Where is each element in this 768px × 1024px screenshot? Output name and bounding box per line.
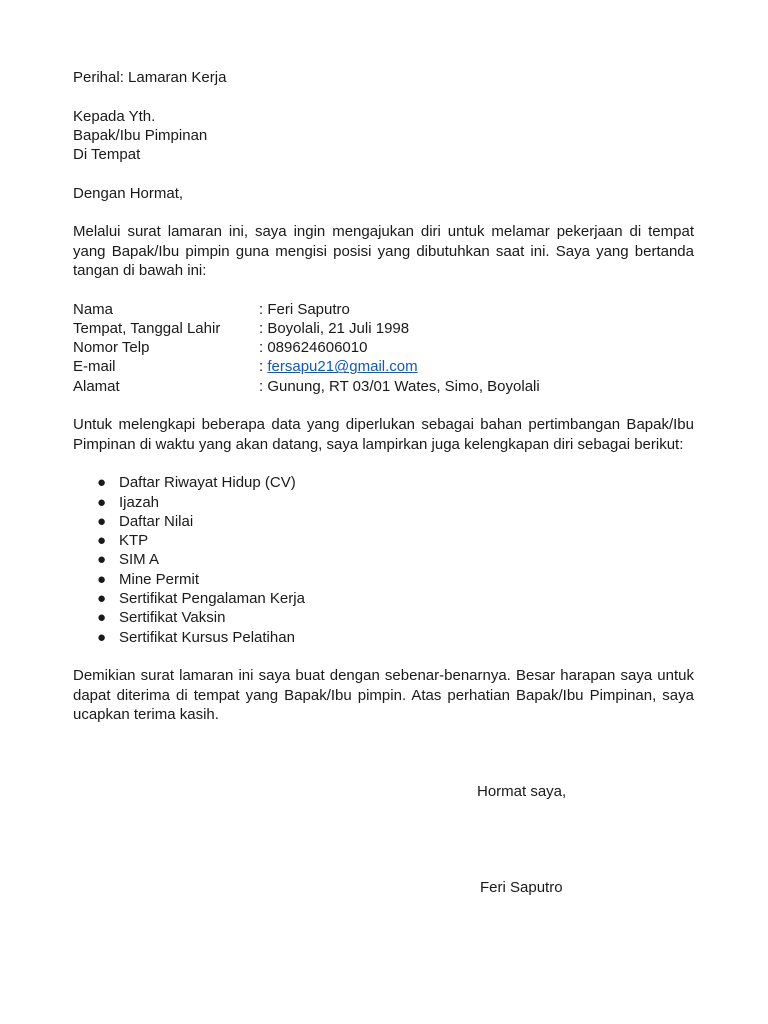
detail-row-phone (73, 338, 694, 357)
bullet-icon: ● (97, 570, 107, 588)
detail-label: E-mail (73, 358, 116, 376)
list-item (73, 531, 694, 550)
signoff: Hormat saya, (477, 783, 567, 800)
bullet-icon: ● (97, 551, 107, 569)
bullet-icon: ● (97, 532, 107, 550)
recipient-line-1: Kepada Yth. (73, 107, 156, 125)
detail-label: Nama (73, 300, 114, 318)
bullet-icon: ● (97, 474, 107, 492)
personal-details (73, 300, 694, 396)
list-item-label: Sertifikat Vaksin (119, 609, 226, 627)
list-item (73, 493, 694, 512)
list-item-label: Daftar Nilai (119, 512, 194, 530)
list-item (73, 473, 694, 492)
signature-name: Feri Saputro (480, 879, 563, 896)
detail-row-birth (73, 319, 694, 338)
list-item-label: Mine Permit (119, 570, 200, 588)
attachments-list (73, 473, 694, 647)
list-item (73, 570, 694, 589)
intro-paragraph: Melalui surat lamaran ini, saya ingin mengajukan diri untuk melamar pekerjaan di tempat yang Bapak/Ibu pimpin guna mengisi posisi yang dibutuhkan saat ini. Saya yang bertanda tangan di bawah ini: (73, 223, 694, 279)
detail-value: : Boyolali, 21 Juli 1998 (259, 319, 410, 337)
list-item-label: Daftar Riwayat Hidup (CV) (119, 474, 296, 492)
list-item-label: Sertifikat Pengalaman Kerja (119, 590, 305, 608)
detail-value: : Gunung, RT 03/01 Wates, Simo, Boyolali (259, 377, 540, 395)
list-item (73, 550, 694, 569)
detail-row-address (73, 377, 694, 396)
detail-label: Nomor Telp (73, 339, 150, 357)
list-item (73, 628, 694, 647)
list-item-label: KTP (119, 532, 149, 550)
detail-value (259, 357, 418, 376)
list-item-label: Ijazah (119, 493, 160, 511)
detail-row-name (73, 300, 694, 319)
attachments-intro-paragraph: Untuk melengkapi beberapa data yang diperlukan sebagai bahan pertimbangan Bapak/Ibu Pimpinan di waktu yang akan datang, saya lampirkan juga kelengkapan diri sebagai berikut: (73, 416, 694, 453)
detail-value: : 089624606010 (259, 339, 368, 357)
list-item-label: SIM A (119, 551, 160, 569)
email-prefix: : (259, 358, 268, 376)
list-item (73, 608, 694, 627)
closing-paragraph: Demikian surat lamaran ini saya buat dengan sebenar-benarnya. Besar harapan saya untuk dapat diterima di tempat yang Bapak/Ibu pimpin. Atas perhatian Bapak/Ibu Pimpinan, saya ucapkan terima kasih. (73, 667, 694, 723)
recipient-line-3: Di Tempat (73, 146, 141, 164)
detail-value: : Feri Saputro (259, 300, 350, 318)
detail-row-email (73, 357, 694, 376)
recipient-block (73, 107, 694, 165)
bullet-icon: ● (97, 590, 107, 608)
list-item (73, 512, 694, 531)
letter-body (73, 68, 694, 724)
greeting: Dengan Hormat, (73, 184, 184, 202)
recipient-line-2: Bapak/Ibu Pimpinan (73, 126, 208, 144)
email-link[interactable]: fersapu21@gmail.com (267, 358, 418, 376)
subject-line: Perihal: Lamaran Kerja (73, 69, 227, 86)
bullet-icon: ● (97, 609, 107, 627)
detail-label: Tempat, Tanggal Lahir (73, 319, 221, 337)
list-item (73, 589, 694, 608)
bullet-icon: ● (97, 493, 107, 511)
bullet-icon: ● (97, 628, 107, 646)
bullet-icon: ● (97, 512, 107, 530)
detail-label: Alamat (73, 377, 120, 395)
list-item-label: Sertifikat Kursus Pelatihan (119, 628, 295, 646)
